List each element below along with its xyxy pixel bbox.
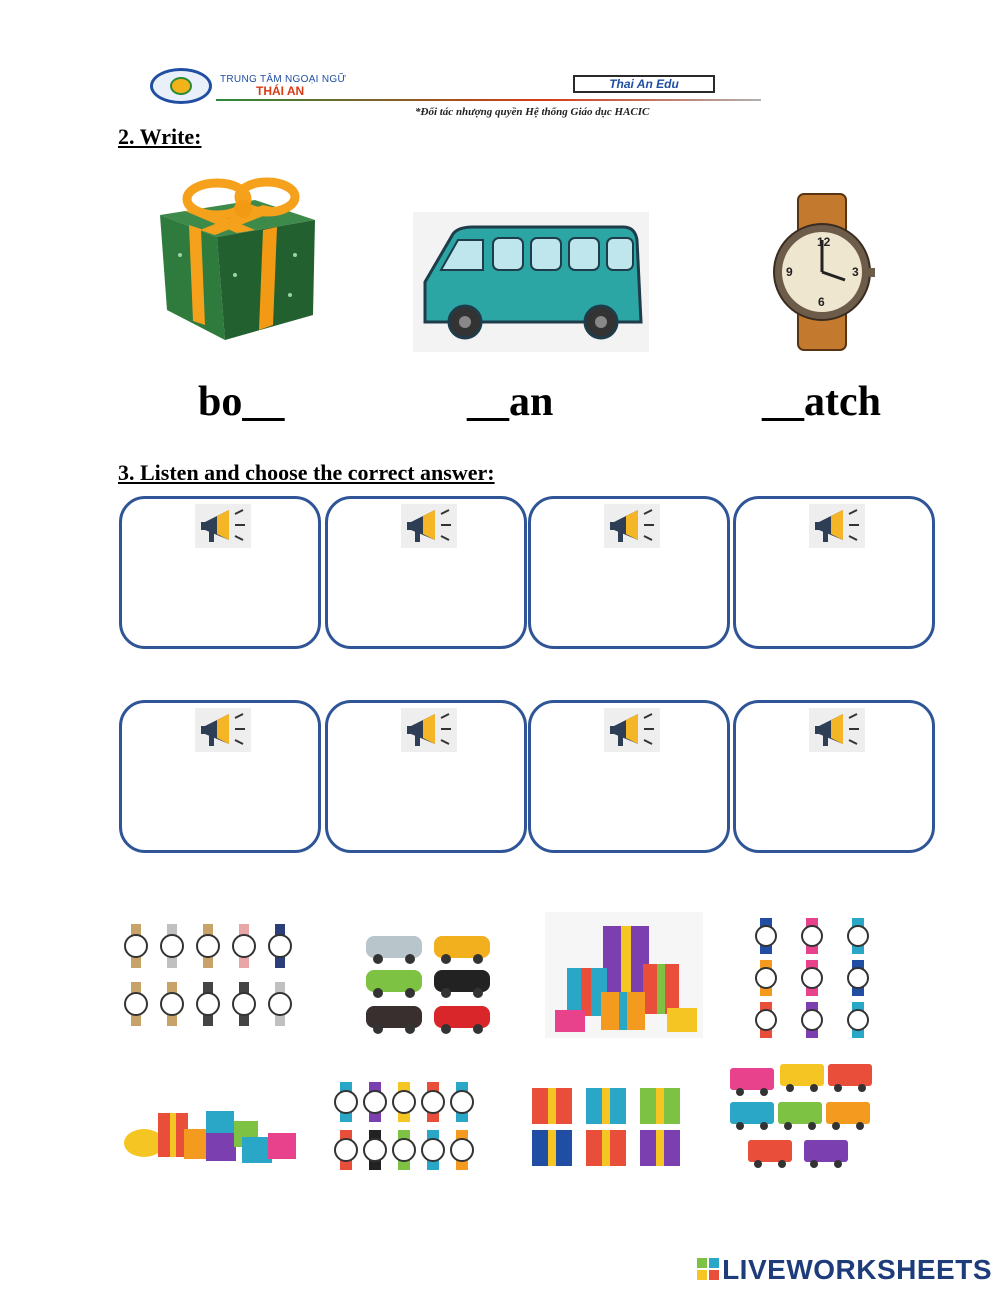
megaphone-icon[interactable] [401,504,457,548]
megaphone-icon[interactable] [401,708,457,752]
brand-label: Thai An Edu [573,75,715,93]
partner-note: *Đối tác nhượng quyền Hệ thống Giáo dục HACIC [415,106,650,118]
choice-gift-grid-image[interactable] [528,1084,686,1170]
choice-cars-image[interactable] [360,928,500,1036]
megaphone-icon[interactable] [809,504,865,548]
svg-text:3: 3 [852,265,859,279]
section-3-title: 3. Listen and choose the correct answer: [118,460,495,485]
svg-text:6: 6 [818,295,825,309]
word-blank-box[interactable]: bo__ [198,379,285,425]
choice-gift-row-image[interactable] [122,1103,298,1167]
center-name: TRUNG TÂM NGOẠI NGỮ [220,74,347,85]
megaphone-icon[interactable] [195,504,251,548]
gift-box-image [155,175,325,345]
svg-text:9: 9 [786,265,793,279]
megaphone-icon[interactable] [195,708,251,752]
liveworksheets-logo-icon [697,1258,719,1280]
word-blank-watch[interactable]: __atch [762,379,881,425]
van-image [413,212,649,352]
footer-brand: LIVEWORKSHEETS [722,1254,992,1285]
word-blank-van[interactable]: __an [467,379,554,425]
megaphone-icon[interactable] [604,504,660,548]
choice-kids-watches-image[interactable] [748,916,874,1038]
section-2-title: 2. Write: [118,124,202,149]
header-divider [216,99,761,101]
choice-kids-watches-2-image[interactable] [332,1076,478,1174]
megaphone-icon[interactable] [604,708,660,752]
megaphone-icon[interactable] [809,708,865,752]
choice-gift-pile-image[interactable] [545,912,703,1038]
svg-text:12: 12 [817,235,831,249]
watch-image [770,192,878,352]
choice-watches-image[interactable] [118,922,298,1032]
center-name-sub: THÁI AN [256,84,305,98]
van-image-frame [413,212,649,352]
center-logo [150,68,212,104]
choice-food-trucks-image[interactable] [728,1054,876,1174]
